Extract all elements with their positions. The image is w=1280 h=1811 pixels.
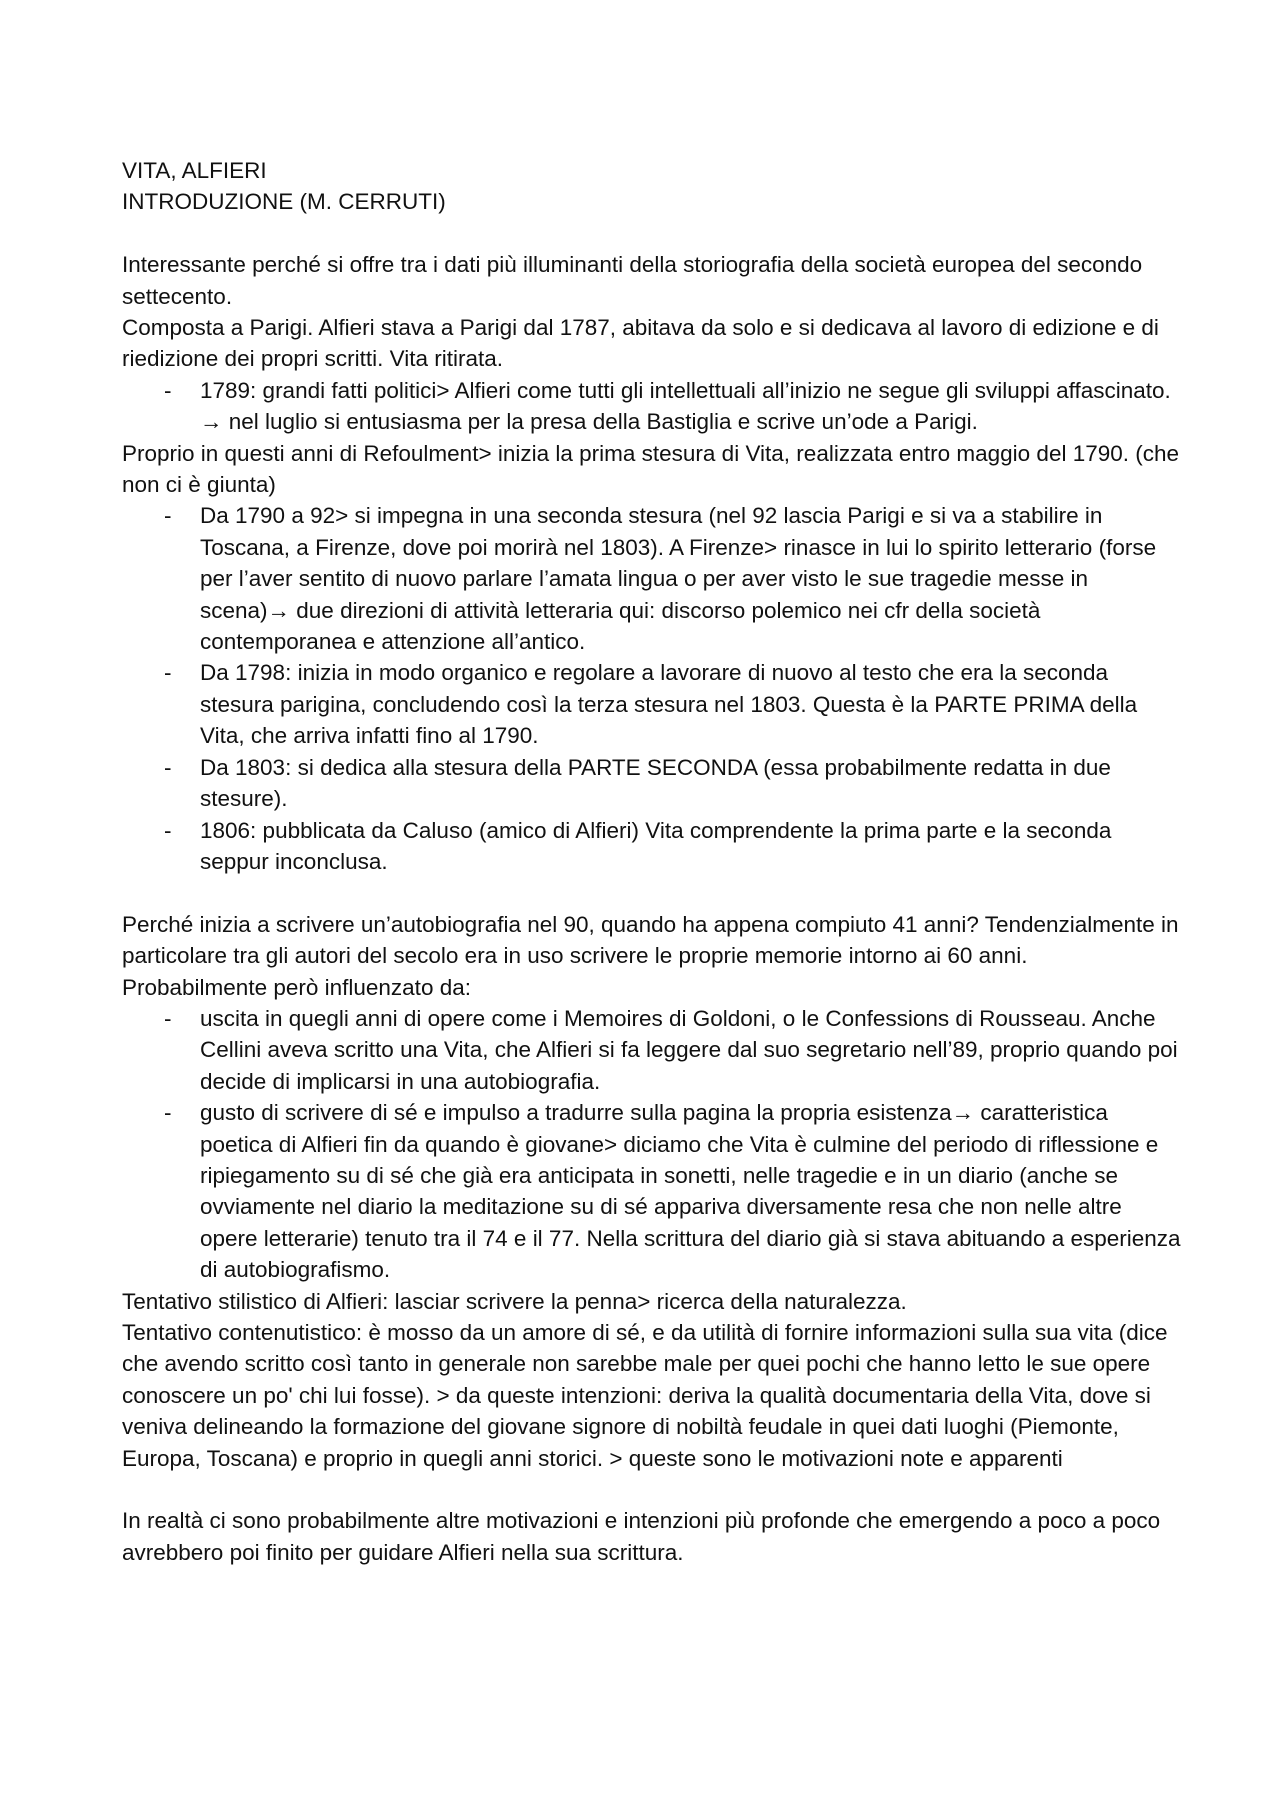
bullet-list-1789 [122, 375, 1182, 438]
blank-line [122, 877, 1182, 908]
bullet-dash: - [164, 660, 172, 686]
paragraph-deeper-motivations: In realtà ci sono probabilmente altre motivazioni e intenzioni più profonde che emergendo a poco a poco avrebbero poi finito per guidare Alfieri nella sua scrittura. [122, 1508, 1161, 1565]
list-item-text: gusto di scrivere di sé e impulso a tradurre sulla pagina la propria esistenza→ caratteristica poetica di Alfieri fin da quando è giovane> diciamo che Vita è culmine del periodo di riflessione e ripiegamento su di sé che già era anticipata in sonetti, nelle tragedie e in un diario (anche se ovviamente nel diario la meditazione su di sé appariva diversamente resa che non nelle altre opere letterarie) tenuto tra il 74 e il 77. Nella scrittura del diario già si stava abituando a esperienza di autobiografismo. [200, 1100, 1181, 1283]
list-item [122, 752, 1182, 815]
document-title: VITA, ALFIERI [122, 158, 267, 183]
list-item-text: Da 1798: inizia in modo organico e regolare a lavorare di nuovo al testo che era la seconda stesura parigina, concludendo così la terza stesura nel 1803. Questa è la PARTE PRIMA della Vita, che arriva infatti fino al 1790. [200, 660, 1138, 749]
paragraph-content-attempt: Tentativo contenutistico: è mosso da un amore di sé, e da utilità di fornire informazioni sulla sua vita (dice che avendo scritto così tanto in generale non sarebbe male per quei pochi che hanno letto le sue opere conoscere un po' chi lui fosse). > da queste intenzioni: deriva la qualità documentaria della Vita, dove si veniva delineando la formazione del giovane signore di nobiltà feudale in quei dati luoghi (Piemonte, Europa, Toscana) e proprio in quegli anni storici. > queste sono le motivazioni note e apparenti [122, 1320, 1168, 1471]
blank-line [122, 1474, 1182, 1505]
bullet-dash: - [164, 817, 172, 843]
paragraph-first-draft: Proprio in questi anni di Refoulment> inizia la prima stesura di Vita, realizzata entro maggio del 1790. (che non ci è giunta) [122, 440, 1180, 498]
paragraph-why-autobiography: Perché inizia a scrivere un’autobiografia nel 90, quando ha appena compiuto 41 anni? Tendenzialmente in particolare tra gli autori del secolo era in uso scrivere le proprie memorie intorno ai 60 anni. [122, 911, 1179, 969]
paragraph-influences-intro: Probabilmente però influenzato da: [122, 974, 471, 1000]
document-subtitle: INTRODUZIONE (M. CERRUTI) [122, 189, 446, 215]
list-item [122, 500, 1182, 657]
list-item-text: 1806: pubblicata da Caluso (amico di Alfieri) Vita comprendente la prima parte e la seconda seppur inconclusa. [200, 817, 1112, 874]
list-item-text: 1789: grandi fatti politici> Alfieri come tutti gli intellettuali all’inizio ne segue gli sviluppi affascinato. → nel luglio si entusiasma per la presa della Bastiglia e scrive un’ode a Parigi. [200, 377, 1171, 435]
bullet-list-influences [122, 1003, 1182, 1286]
bullet-dash: - [164, 754, 172, 780]
list-item [122, 1097, 1182, 1285]
paragraph-intro: Interessante perché si offre tra i dati più illuminanti della storiografia della società europea del secondo settecento. [122, 252, 1143, 309]
blank-line [122, 218, 1182, 249]
list-item [122, 815, 1182, 878]
document-page [122, 155, 1182, 1568]
list-item-text: Da 1790 a 92> si impegna in una seconda stesura (nel 92 lascia Parigi e si va a stabilire in Toscana, a Firenze, dove poi morirà nel 1803). A Firenze> rinasce in lui lo spirito letterario (forse per l’aver sentito di nuovo parlare l’amata lingua o per aver visto le sue tragedie messe in scena)→ due direzioni di attività letteraria qui: discorso polemico nei cfr della società contemporanea e attenzione all’antico. [200, 503, 1157, 655]
bullet-dash: - [164, 377, 172, 403]
bullet-dash: - [164, 1100, 172, 1126]
list-item-text: uscita in quegli anni di opere come i Memoires di Goldoni, o le Confessions di Rousseau. Anche Cellini aveva scritto una Vita, che Alfieri si fa leggere dal suo segretario nell’89, proprio quando poi decide di implicarsi in una autobiografia. [200, 1005, 1178, 1094]
bullet-dash: - [164, 503, 172, 529]
bullet-list-drafts [122, 500, 1182, 877]
bullet-dash: - [164, 1005, 172, 1031]
list-item [122, 657, 1182, 751]
paragraph-composition: Composta a Parigi. Alfieri stava a Parigi dal 1787, abitava da solo e si dedicava al lavoro di edizione e di riedizione dei propri scritti. Vita ritirata. [122, 315, 1159, 372]
list-item [122, 375, 1182, 438]
list-item [122, 1003, 1182, 1097]
paragraph-stylistic-attempt: Tentativo stilistico di Alfieri: lasciar scrivere la penna> ricerca della naturalezza. [122, 1288, 907, 1314]
list-item-text: Da 1803: si dedica alla stesura della PARTE SECONDA (essa probabilmente redatta in due stesure). [200, 754, 1111, 812]
